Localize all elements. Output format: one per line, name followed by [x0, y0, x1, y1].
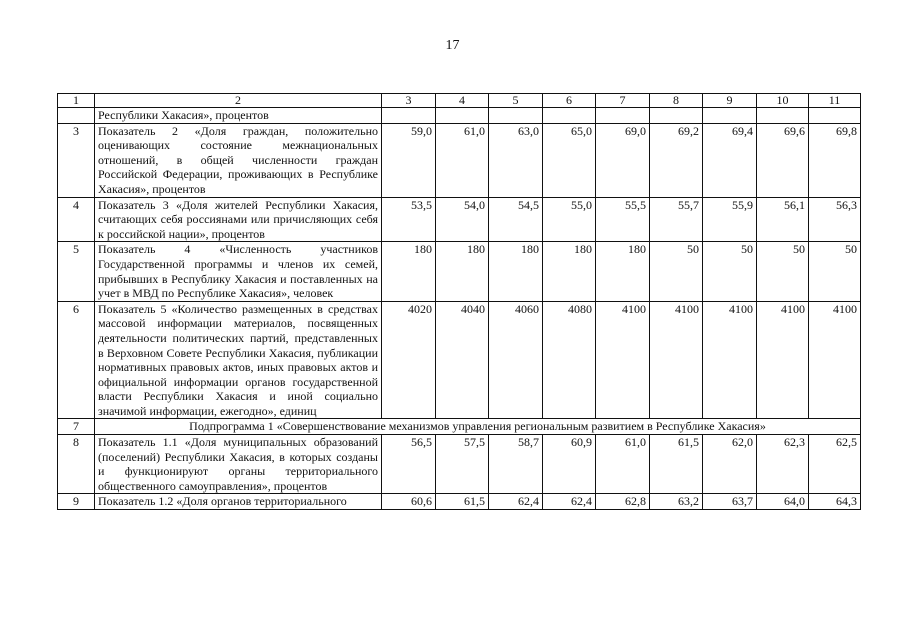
value-cell: 63,0: [489, 123, 543, 197]
subprogram-title: Подпрограмма 1 «Совершенствование механизмов управления региональным развитием в Республике Хакасия»: [95, 419, 861, 435]
value-cell: [543, 108, 596, 124]
indicator-text: Показатель 2 «Доля граждан, положительно оценивающих состояние межнациональных отношений, в общей численности граждан Российской Федерации, проживающих в Республике Хакасия», процентов: [95, 123, 382, 197]
value-cell: 180: [543, 242, 596, 301]
value-cell: 4100: [596, 301, 650, 419]
value-cell: [650, 108, 703, 124]
header-row: [58, 94, 861, 108]
header-cell: 4: [436, 94, 489, 108]
value-cell: 4100: [757, 301, 809, 419]
value-cell: [436, 108, 489, 124]
header-cell: 3: [382, 94, 436, 108]
value-cell: 69,2: [650, 123, 703, 197]
value-cell: 56,3: [809, 197, 861, 242]
table-row: [58, 242, 861, 301]
row-number: 8: [58, 435, 95, 494]
value-cell: 50: [757, 242, 809, 301]
indicator-text: Республики Хакасия», процентов: [95, 108, 382, 124]
subprogram-row: [58, 419, 861, 435]
value-cell: 65,0: [543, 123, 596, 197]
value-cell: 54,5: [489, 197, 543, 242]
value-cell: [757, 108, 809, 124]
indicator-text: Показатель 5 «Количество размещенных в средствах массовой информации материалов, посвященных деятельности политических партий, представленных в Верховном Совете Республики Хакасия, публикации нормативных правовых актов, иных правовых актов и официальной информации органов государственной власти Республики Хакасия и иной социально значимой информации, ежегодно», единиц: [95, 301, 382, 419]
value-cell: 61,5: [650, 435, 703, 494]
value-cell: 180: [596, 242, 650, 301]
header-cell: 7: [596, 94, 650, 108]
value-cell: 62,5: [809, 435, 861, 494]
continuation-row: [58, 108, 861, 124]
row-number: 4: [58, 197, 95, 242]
value-cell: 4100: [650, 301, 703, 419]
row-number: 6: [58, 301, 95, 419]
indicator-text: Показатель 4 «Численность участников Государственной программы и членов их семей, прибывших в Республику Хакасия и поставленных на учет в МВД по Республике Хакасия», человек: [95, 242, 382, 301]
header-cell: 11: [809, 94, 861, 108]
table-row: [58, 435, 861, 494]
value-cell: [489, 108, 543, 124]
row-number: 5: [58, 242, 95, 301]
value-cell: 56,5: [382, 435, 436, 494]
value-cell: 55,7: [650, 197, 703, 242]
value-cell: [703, 108, 757, 124]
value-cell: 62,4: [543, 494, 596, 510]
value-cell: 55,9: [703, 197, 757, 242]
value-cell: 62,4: [489, 494, 543, 510]
value-cell: 63,7: [703, 494, 757, 510]
value-cell: 50: [809, 242, 861, 301]
value-cell: 50: [650, 242, 703, 301]
value-cell: 4100: [809, 301, 861, 419]
indicator-text: Показатель 1.2 «Доля органов территориального: [95, 494, 382, 510]
value-cell: 53,5: [382, 197, 436, 242]
value-cell: [382, 108, 436, 124]
row-number: 3: [58, 123, 95, 197]
value-cell: 62,8: [596, 494, 650, 510]
header-cell: 2: [95, 94, 382, 108]
row-number: 7: [58, 419, 95, 435]
table-row: [58, 301, 861, 419]
value-cell: 69,4: [703, 123, 757, 197]
value-cell: 69,6: [757, 123, 809, 197]
table-row: [58, 494, 861, 510]
value-cell: 180: [436, 242, 489, 301]
page-number: 17: [445, 38, 460, 53]
indicator-text: Показатель 1.1 «Доля муниципальных образований (поселений) Республики Хакасия, в которых созданы и функционируют органы территориального общественного самоуправления», процентов: [95, 435, 382, 494]
value-cell: 60,9: [543, 435, 596, 494]
value-cell: 50: [703, 242, 757, 301]
value-cell: 62,0: [703, 435, 757, 494]
value-cell: 4020: [382, 301, 436, 419]
value-cell: 59,0: [382, 123, 436, 197]
indicator-text: Показатель 3 «Доля жителей Республики Хакасия, считающих себя россиянами или причисляющих себя к российской нации», процентов: [95, 197, 382, 242]
table-row: [58, 123, 861, 197]
value-cell: 64,0: [757, 494, 809, 510]
value-cell: 61,5: [436, 494, 489, 510]
header-cell: 5: [489, 94, 543, 108]
value-cell: 54,0: [436, 197, 489, 242]
value-cell: 55,5: [596, 197, 650, 242]
value-cell: 69,0: [596, 123, 650, 197]
value-cell: [596, 108, 650, 124]
row-number-cell: [58, 108, 95, 124]
value-cell: 61,0: [436, 123, 489, 197]
indicators-table: [57, 93, 861, 510]
value-cell: 60,6: [382, 494, 436, 510]
value-cell: 57,5: [436, 435, 489, 494]
table-row: [58, 197, 861, 242]
header-cell: 6: [543, 94, 596, 108]
value-cell: 63,2: [650, 494, 703, 510]
value-cell: 62,3: [757, 435, 809, 494]
value-cell: 4080: [543, 301, 596, 419]
header-cell: 8: [650, 94, 703, 108]
value-cell: 58,7: [489, 435, 543, 494]
header-cell: 1: [58, 94, 95, 108]
value-cell: 180: [489, 242, 543, 301]
row-number: 9: [58, 494, 95, 510]
header-cell: 10: [757, 94, 809, 108]
header-cell: 9: [703, 94, 757, 108]
value-cell: 55,0: [543, 197, 596, 242]
value-cell: 4040: [436, 301, 489, 419]
value-cell: 69,8: [809, 123, 861, 197]
value-cell: [809, 108, 861, 124]
value-cell: 4060: [489, 301, 543, 419]
value-cell: 180: [382, 242, 436, 301]
value-cell: 64,3: [809, 494, 861, 510]
value-cell: 56,1: [757, 197, 809, 242]
value-cell: 61,0: [596, 435, 650, 494]
value-cell: 4100: [703, 301, 757, 419]
